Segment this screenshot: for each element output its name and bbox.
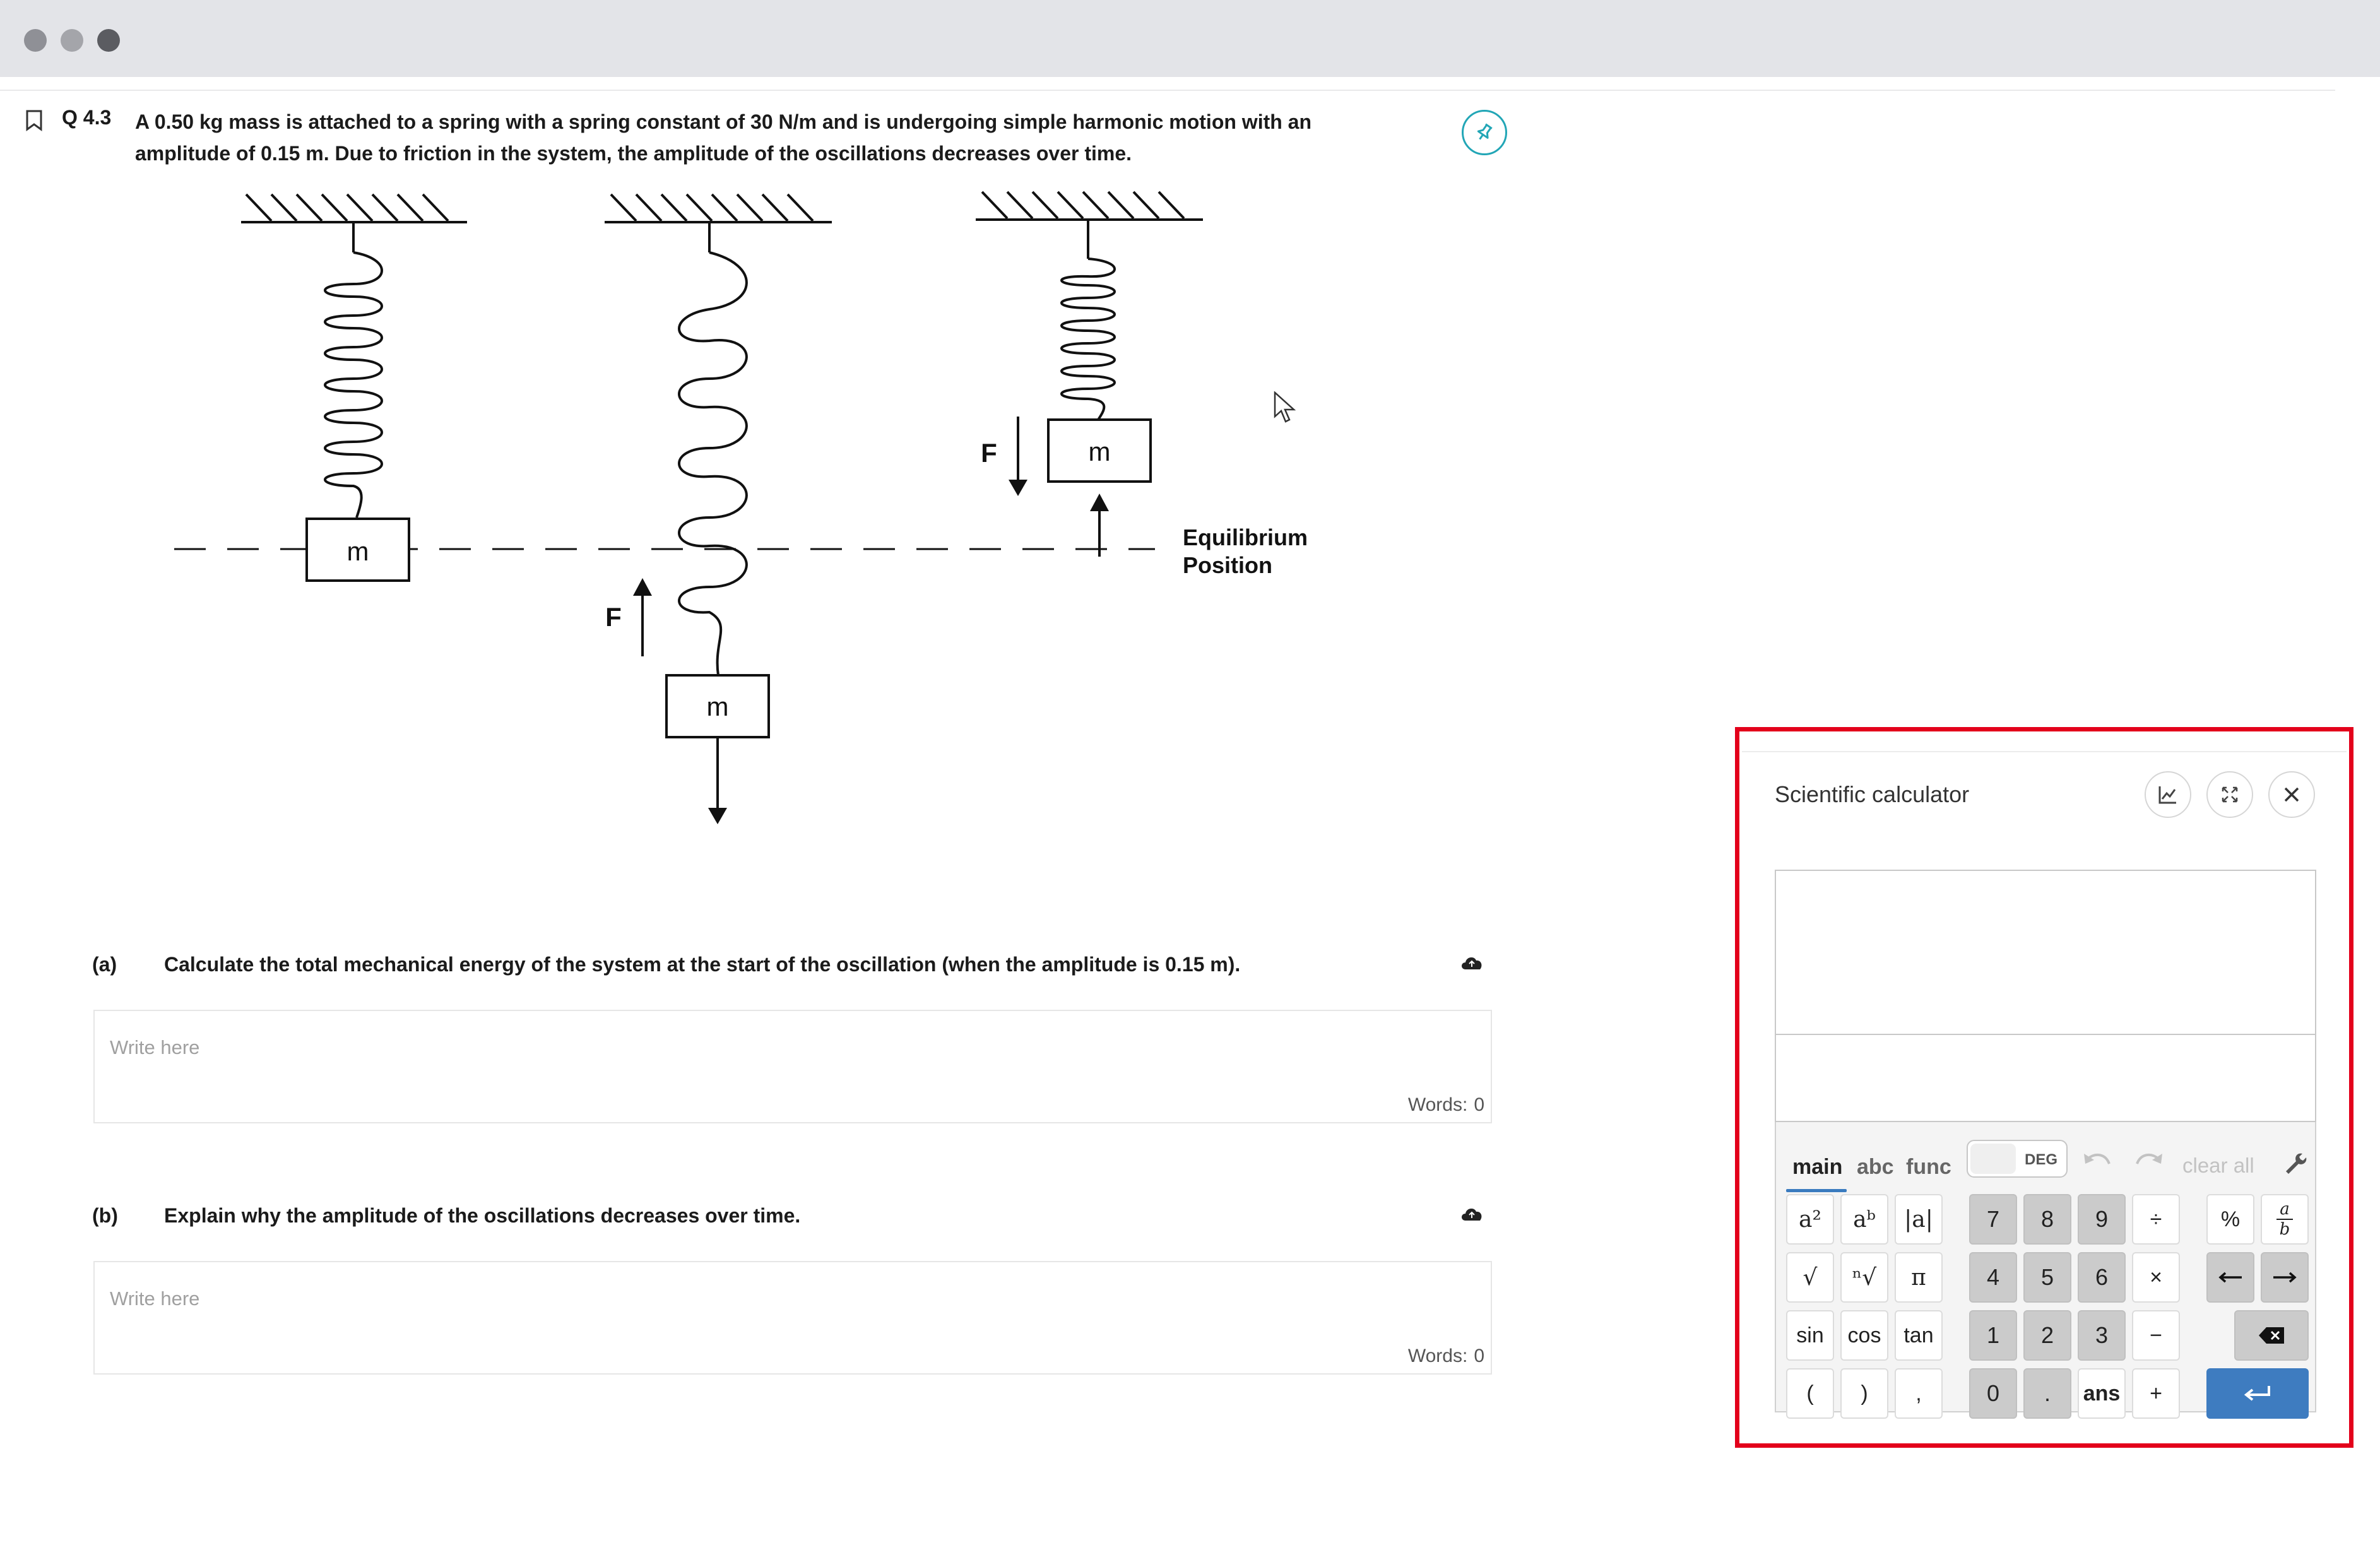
key-pi[interactable]: π [1895, 1252, 1943, 1303]
key-0[interactable]: 0 [1969, 1368, 2017, 1419]
equilibrium-label-1: Equilibrium [1183, 524, 1308, 550]
key-ans[interactable]: ans [2078, 1368, 2126, 1419]
part-b-text: Explain why the amplitude of the oscillations decreases over time. [164, 1204, 801, 1227]
key-6[interactable]: 6 [2078, 1252, 2126, 1303]
calculator-title: Scientific calculator [1775, 781, 1970, 807]
answer-box-b[interactable] [93, 1261, 1492, 1375]
answer-box-a[interactable] [93, 1010, 1492, 1123]
tab-abc[interactable]: abc [1857, 1155, 1894, 1179]
key-sqrt[interactable]: √ [1786, 1252, 1834, 1303]
key-tan[interactable]: tan [1895, 1310, 1943, 1361]
mass-label-1: m [346, 536, 369, 566]
spring-3 [1062, 220, 1115, 420]
maximize-window-dot[interactable] [97, 29, 120, 52]
cloud-save-icon [1459, 1204, 1484, 1225]
word-count-b: Words: 0 [1407, 1346, 1484, 1366]
fraction-denominator: b [2279, 1220, 2290, 1239]
mouse-cursor [1274, 391, 1296, 427]
equilibrium-label-2: Position [1183, 552, 1272, 578]
key-2[interactable]: 2 [2023, 1310, 2071, 1361]
force-label-3: F [981, 438, 997, 468]
key-8[interactable]: 8 [2023, 1194, 2071, 1245]
key-cos[interactable]: cos [1840, 1310, 1888, 1361]
key-right-paren[interactable]: ) [1840, 1368, 1888, 1419]
tab-main[interactable]: main [1792, 1155, 1843, 1179]
key-comma[interactable]: , [1895, 1368, 1943, 1419]
part-a-text: Calculate the total mechanical energy of the system at the start of the oscillation (when the amplitude is 0.15 m). [164, 953, 1241, 976]
key-square[interactable]: a² [1786, 1194, 1834, 1245]
key-plus[interactable]: + [2132, 1368, 2180, 1419]
ceiling-hatches [241, 192, 1203, 222]
question-number: Q 4.3 [62, 106, 112, 129]
angle-mode-label: DEG [2025, 1151, 2058, 1168]
key-minus[interactable]: − [2132, 1310, 2180, 1361]
key-9[interactable]: 9 [2078, 1194, 2126, 1245]
key-4[interactable]: 4 [1969, 1252, 2017, 1303]
key-decimal[interactable]: . [2023, 1368, 2071, 1419]
key-1[interactable]: 1 [1969, 1310, 2017, 1361]
part-b-label: (b) [92, 1204, 118, 1227]
window-titlebar [0, 0, 2380, 77]
force-label-2: F [605, 602, 622, 632]
spring-1 [325, 222, 382, 518]
mass-label-3: m [1088, 437, 1111, 466]
header-divider [0, 90, 2335, 91]
question-text: A 0.50 kg mass is attached to a spring with a spring constant of 30 N/m and is undergoing simple harmonic motion with an amplitude of 0.15 m. Due to friction in the system, the amplitude of the oscillations decreases over time. [135, 110, 1312, 165]
spring-2 [679, 222, 747, 675]
key-abs[interactable]: |a| [1895, 1194, 1943, 1245]
answer-a-placeholder: Write here [110, 1036, 200, 1058]
key-percent[interactable]: % [2206, 1194, 2254, 1245]
minimize-window-dot[interactable] [61, 29, 83, 52]
tab-func[interactable]: func [1906, 1155, 1951, 1179]
mass-label-2: m [706, 692, 729, 721]
key-3[interactable]: 3 [2078, 1310, 2126, 1361]
key-multiply[interactable]: × [2132, 1252, 2180, 1303]
word-count-a: Words: 0 [1407, 1094, 1484, 1115]
bookmark-icon[interactable] [25, 110, 43, 134]
key-divide[interactable]: ÷ [2132, 1194, 2180, 1245]
cloud-save-icon [1459, 953, 1484, 974]
spring-diagram [164, 183, 1363, 846]
key-left-paren[interactable]: ( [1786, 1368, 1834, 1419]
key-7[interactable]: 7 [1969, 1194, 2017, 1245]
key-sin[interactable]: sin [1786, 1310, 1834, 1361]
key-nth-root[interactable]: ⁿ√ [1840, 1252, 1888, 1303]
answer-b-placeholder: Write here [110, 1287, 200, 1310]
key-5[interactable]: 5 [2023, 1252, 2071, 1303]
part-a-label: (a) [92, 953, 117, 976]
close-window-dot[interactable] [24, 29, 47, 52]
fraction-numerator: a [2280, 1200, 2290, 1219]
clear-all-button[interactable]: clear all [2182, 1154, 2254, 1177]
pin-button[interactable] [1462, 110, 1507, 155]
key-power[interactable]: aᵇ [1840, 1194, 1888, 1245]
pin-icon [1472, 120, 1497, 145]
calculator-highlight-box [1735, 727, 2353, 1448]
